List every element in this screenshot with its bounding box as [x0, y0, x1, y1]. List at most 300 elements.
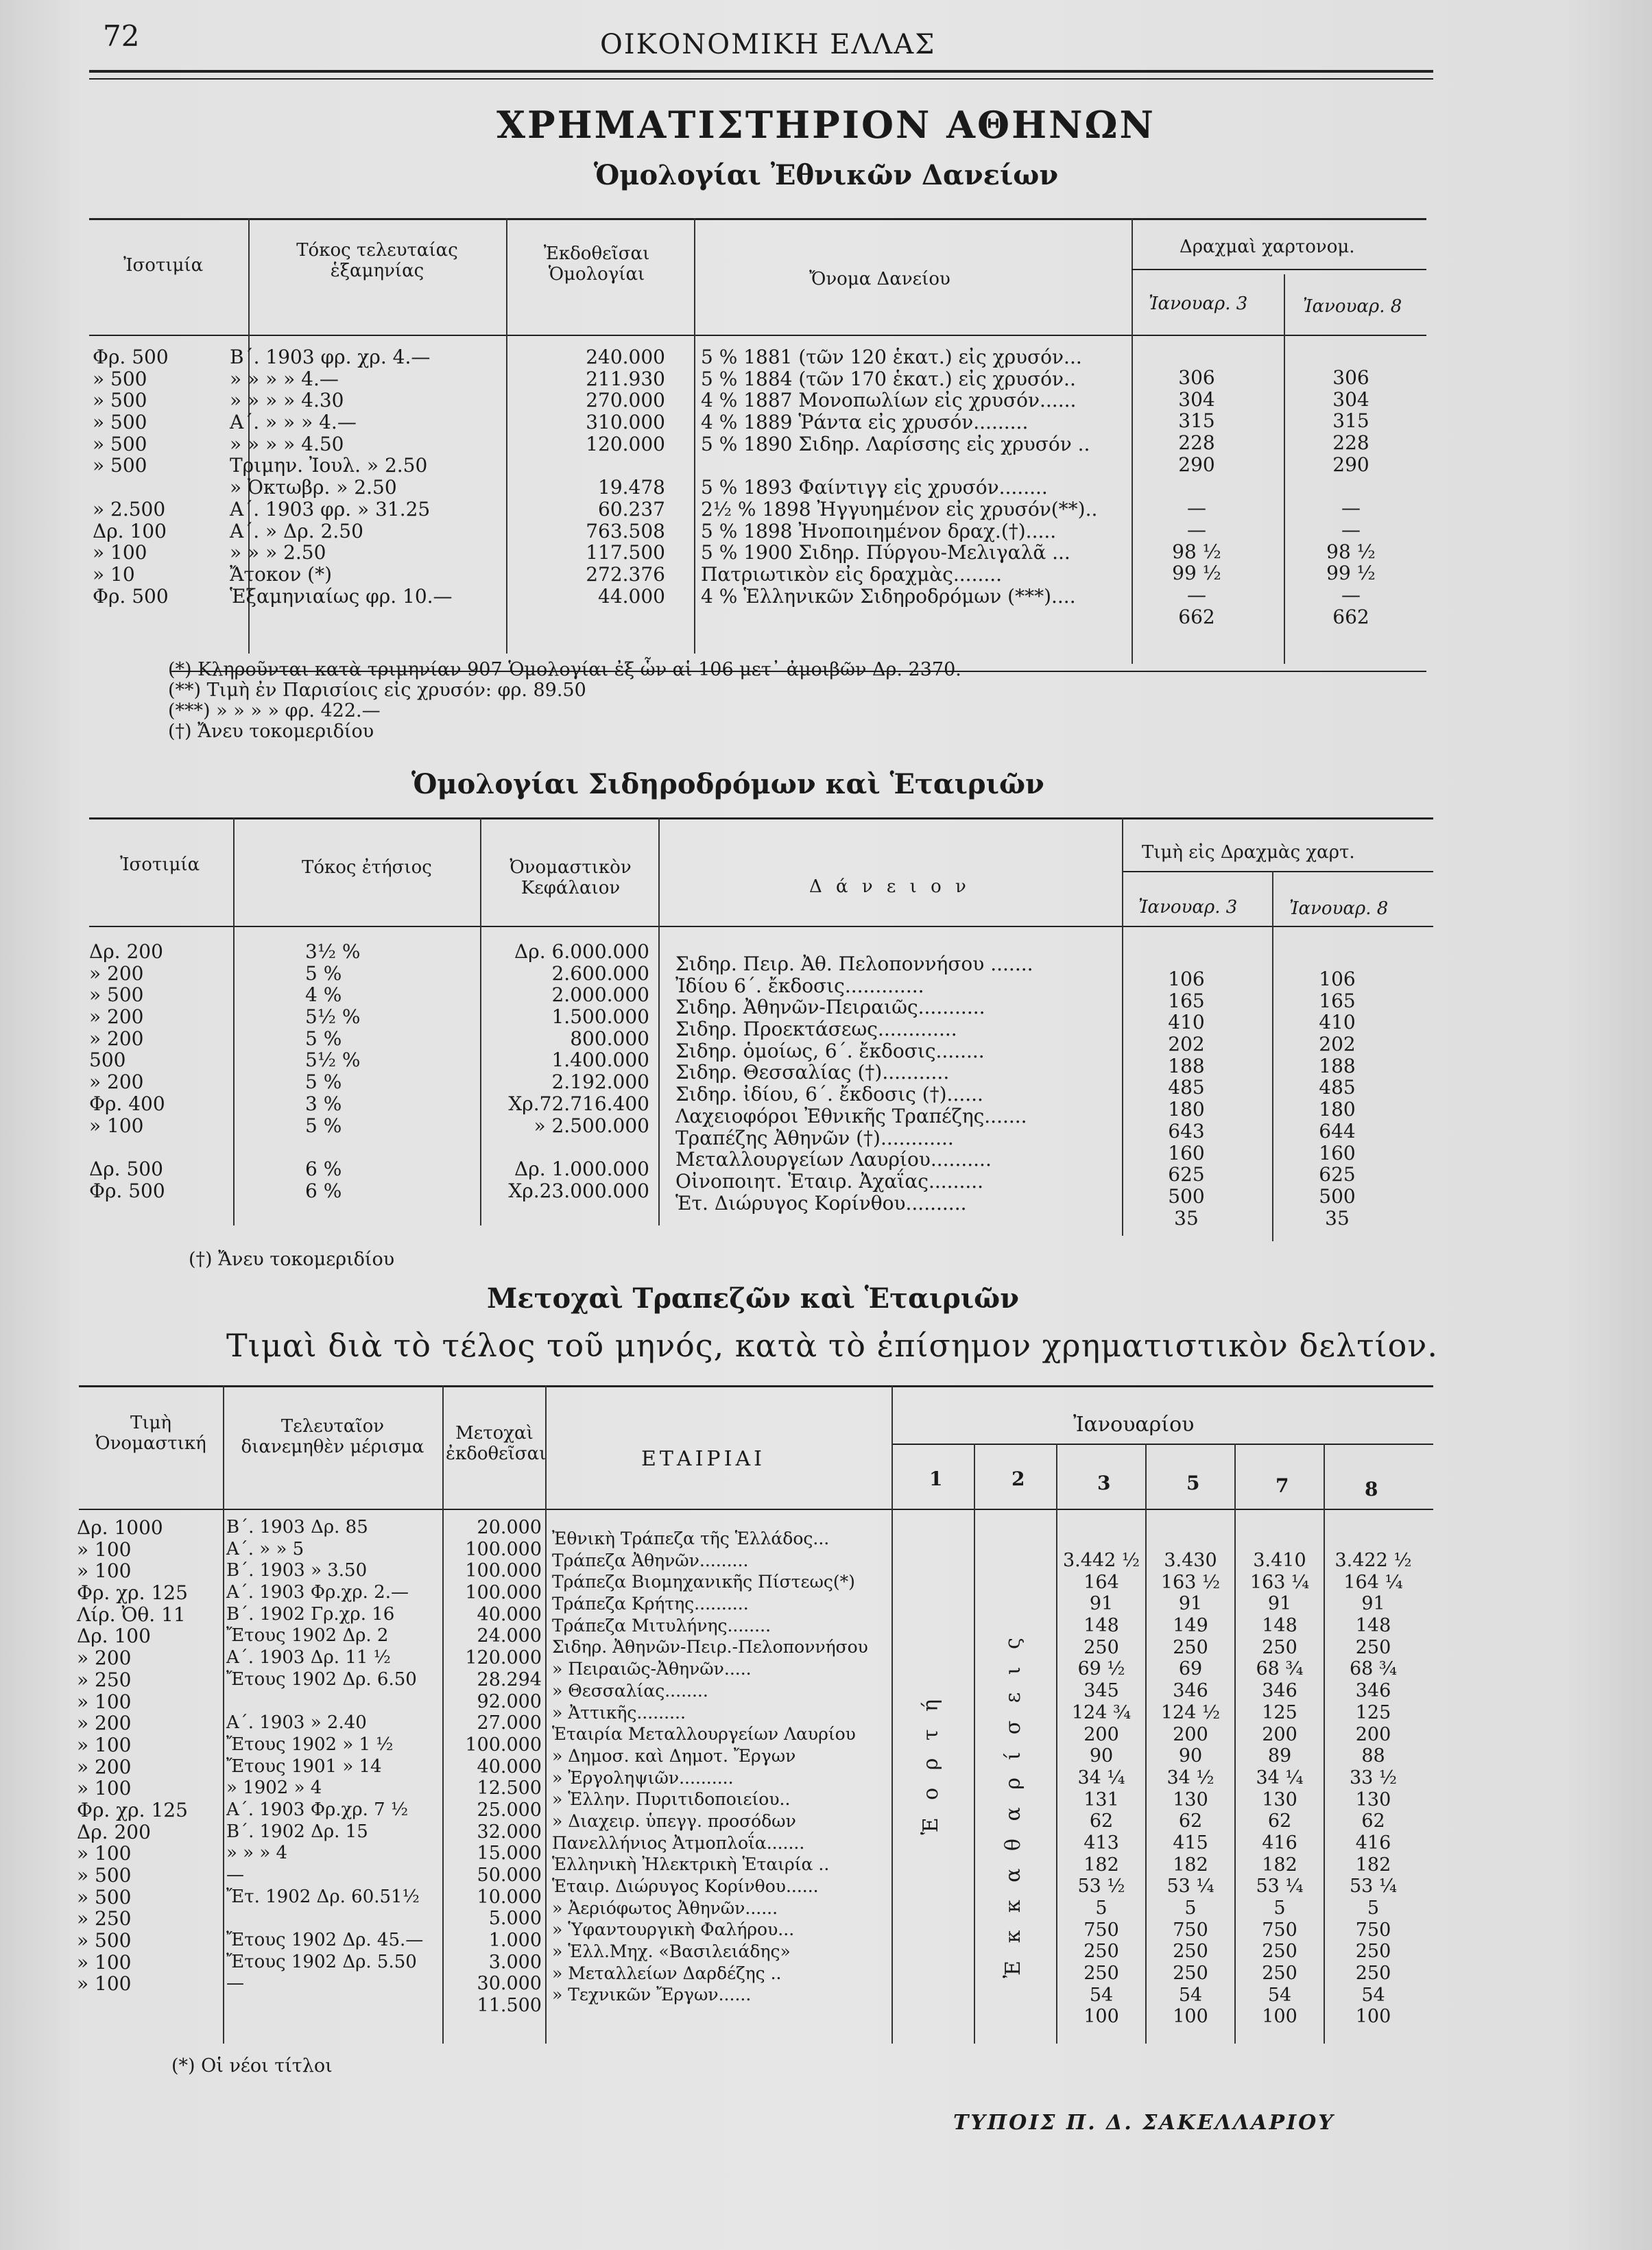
s3-top-rule [79, 1385, 1433, 1387]
running-title: ΟΙΚΟΝΟΜΙΚΗ ΕΛΛΑΣ [600, 29, 936, 60]
s3-d3-col [1060, 1550, 1143, 2028]
s1-h-onoma: Ὄνομα Δανείου [809, 269, 950, 289]
table-cell-metochai: 5.000 [488, 1908, 542, 1930]
section1-title: Ὁμολογίαι Ἐθνικῶν Δανείων [593, 159, 1059, 191]
table-cell-jan3: 306 [1178, 366, 1215, 389]
table-cell-day8: 5 [1367, 1898, 1380, 1919]
table-cell-timi: » 200 [77, 1712, 132, 1735]
table-cell-merisma: Ἔτους 1901 » 14 [226, 1756, 382, 1777]
table-cell-metochai: 3.000 [488, 1951, 542, 1973]
table-cell-merisma: Α΄. 1903 Φρ.χρ. 2.— [226, 1582, 409, 1603]
s1-jan3-col [1135, 367, 1258, 627]
table-cell-ekdotheisai: 240.000 [586, 346, 665, 368]
table-cell-merisma: » » » 4 [226, 1843, 288, 1864]
table-cell-timi: » 100 [77, 1842, 132, 1865]
table-cell-day8: 100 [1355, 2006, 1391, 2028]
table-cell-jan3: 99 ½ [1172, 562, 1221, 585]
table-cell-day3: 250 [1084, 1636, 1119, 1658]
s1-onoma-col [701, 346, 1126, 607]
table-cell-metochai: 20.000 [477, 1517, 542, 1538]
table-cell-tokos: 6 % [305, 1157, 342, 1180]
table-cell-isotimia: » 10 [93, 562, 135, 586]
s2-h-kefalaion-text: Ὀνομαστικὸν Κεφάλαιον [510, 857, 632, 898]
table-cell-jan8: 98 ½ [1326, 540, 1376, 563]
table-cell-tokos: 3 % [305, 1092, 342, 1115]
table-cell-etairia: » Ἐργοληψιῶν.......... [552, 1767, 734, 1788]
table-cell-etairia: Ἑταιρία Μεταλλουργείων Λαυρίου [552, 1724, 856, 1745]
section3-subtitle: Τιμαὶ διὰ τὸ τέλος τοῦ μηνός, κατὰ τὸ ἐπίσημον χρηματιστικὸν δελτίον. [226, 1327, 1438, 1364]
table-cell-jan8: — [1341, 518, 1361, 541]
table-cell-jan8: 188 [1319, 1054, 1356, 1077]
table-cell-tokos: Α΄. » Δρ. 2.50 [230, 519, 363, 542]
table-cell-day7: 89 [1267, 1745, 1292, 1767]
table-cell-jan3: 228 [1178, 431, 1215, 455]
table-cell-daneion: Σιδηρ. Προεκτάσεως............. [675, 1018, 957, 1041]
table-cell-isotimia: Φρ. 500 [93, 584, 169, 608]
table-cell-onoma: 5 % 1890 Σιδηρ. Λαρίσσης εἰς χρυσόν .. [701, 432, 1090, 455]
table-cell-etairia: Ἑλληνικὴ Ἠλεκτρικὴ Ἑταιρία .. [552, 1854, 830, 1875]
s3-vr9 [1324, 1444, 1325, 2044]
table-cell-day5: 62 [1178, 1810, 1203, 1832]
s1-h-tokos [261, 240, 494, 281]
s2-isotimia-col [89, 941, 226, 1223]
table-cell-day8: 68 ¾ [1349, 1658, 1398, 1680]
table-cell-merisma: — [226, 1973, 244, 1994]
table-cell-onoma: 5 % 1900 Σιδηρ. Πύργου-Μελιγαλᾶ ... [701, 541, 1070, 564]
s2-h-daneion: Δ ά ν ε ι ο ν [809, 876, 970, 897]
table-cell-etairia: Τράπεζα Μιτυλήνης........ [552, 1615, 771, 1636]
table-cell-ekdotheisai: 211.930 [586, 367, 665, 390]
s3-d7-col [1238, 1550, 1321, 2028]
table-cell-tokos: Ἄτοκον (*) [230, 562, 333, 586]
table-cell-kefalaion: 2.192.000 [551, 1070, 649, 1094]
s1-vr3 [694, 218, 695, 654]
s3-timi-col [77, 1517, 221, 1995]
table-cell-ekdotheisai: 19.478 [598, 476, 665, 499]
table-cell-day7: 68 ¾ [1256, 1658, 1304, 1680]
table-cell-merisma: — [226, 1865, 244, 1885]
s3-h-metochai [446, 1423, 547, 1464]
s3-h-merisma [237, 1416, 429, 1457]
header-rule-2 [89, 78, 1433, 80]
table-cell-isotimia: » 200 [89, 1005, 144, 1029]
table-cell-etairia: » Ἀεριόφωτος Ἀθηνῶν...... [552, 1898, 778, 1918]
s3-vr2 [442, 1385, 444, 2044]
table-cell-etairia: Τράπεζα Ἀθηνῶν......... [552, 1550, 749, 1570]
table-cell-merisma: Α΄. 1903 » 2.40 [226, 1712, 367, 1734]
table-cell-day5: 69 [1178, 1658, 1203, 1680]
table-cell-onoma: 2½ % 1898 Ἠγγυημένον εἰς χρυσόν(**).. [701, 497, 1098, 520]
table-cell-metochai: 32.000 [477, 1821, 542, 1843]
table-cell-day8: 164 ¼ [1343, 1571, 1403, 1593]
s1-h-jan3: Ἰανουαρ. 3 [1149, 294, 1248, 314]
s3-day-3: 3 [1097, 1472, 1111, 1494]
table-cell-metochai: 12.500 [477, 1778, 542, 1799]
table-cell-jan8: 202 [1319, 1033, 1356, 1056]
table-cell-merisma: Ἔτους 1902 Δρ. 5.50 [226, 1951, 417, 1972]
table-cell-day8: 91 [1361, 1593, 1385, 1615]
table-cell-onoma: 5 % 1898 Ἠνοποιημένον δραχ.(†)..... [701, 519, 1057, 542]
table-cell-isotimia: » 500 [93, 411, 147, 434]
s3-h-timi [86, 1413, 216, 1454]
s1-h-drachmai: Δραχμαὶ χαρτονομ. [1180, 237, 1355, 257]
table-cell-jan8: — [1341, 583, 1361, 606]
s1-vr2 [506, 218, 507, 654]
s2-h-jan3: Ἰανουαρ. 3 [1138, 897, 1238, 918]
table-cell-timi: » 500 [77, 1929, 132, 1952]
table-cell-jan8: 290 [1332, 453, 1369, 476]
table-cell-jan8: 500 [1319, 1184, 1356, 1208]
table-cell-jan3: 643 [1168, 1119, 1205, 1142]
table-cell-day5: 5 [1184, 1898, 1197, 1919]
table-cell-ekdotheisai: 44.000 [598, 584, 665, 608]
table-cell-metochai: 11.500 [477, 1995, 542, 2017]
table-cell-tokos: 5½ % [305, 1005, 361, 1029]
table-cell-kefalaion: Δρ. 6.000.000 [514, 940, 649, 963]
table-cell-daneion: Σιδηρ. Πειρ. Ἀθ. Πελοποννήσου ....... [675, 953, 1033, 975]
s3-d8-col [1327, 1550, 1420, 2028]
table-cell-day3: 90 [1089, 1745, 1114, 1767]
table-cell-timi: Δρ. 100 [77, 1625, 151, 1648]
table-cell-kefalaion: Χρ.23.000.000 [508, 1179, 649, 1202]
s2-note: (†) Ἄνευ τοκομεριδίου [189, 1249, 395, 1270]
table-cell-daneion: Σιδηρ. ὁμοίως, 6΄. ἔκδοσις........ [675, 1039, 985, 1062]
s1-h-tokos-text: Τόκος τελευταίας ἑξαμηνίας [296, 240, 458, 281]
table-cell-metochai: 100.000 [465, 1582, 542, 1604]
table-cell-jan8: 106 [1319, 968, 1356, 990]
table-cell-metochai: 24.000 [477, 1625, 542, 1647]
s3-etairiai-col [552, 1528, 888, 2006]
section3-title: Μετοχαὶ Τραπεζῶν καὶ Ἑταιριῶν [487, 1282, 1019, 1315]
s1-drach-rule [1132, 269, 1426, 270]
table-cell-etairia: Τράπεζα Κρήτης.......... [552, 1594, 749, 1614]
table-cell-merisma: Ἔτους 1902 » 1 ½ [226, 1734, 394, 1755]
table-cell-timi: » 250 [77, 1668, 132, 1691]
table-cell-isotimia: Φρ. 500 [89, 1179, 165, 1202]
table-cell-timi: » 100 [77, 1690, 132, 1713]
table-cell-daneion: Σιδηρ. ἰδίου, 6΄. ἔκδοσις (†)...... [675, 1083, 983, 1106]
table-cell-tokos: 5 % [305, 1070, 342, 1094]
table-cell-isotimia: Φρ. 400 [89, 1092, 165, 1115]
table-cell-day5: 124 ½ [1160, 1701, 1221, 1723]
table-cell-etairia: » Δημοσ. καὶ Δημοτ. Ἔργων [552, 1745, 796, 1766]
table-cell-metochai: 40.000 [477, 1756, 542, 1778]
table-cell-metochai: 100.000 [465, 1538, 542, 1560]
table-cell-day5: 149 [1173, 1615, 1208, 1637]
table-cell-day3: 750 [1084, 1919, 1119, 1941]
table-cell-merisma: Β΄. 1902 Γρ.χρ. 16 [226, 1603, 395, 1625]
s1-h-jan8: Ἰανουαρ. 8 [1303, 296, 1402, 317]
s2-vr2 [480, 817, 481, 1225]
s2-hdr-rule [89, 926, 1433, 927]
table-cell-day7: 3.410 [1253, 1550, 1306, 1571]
table-cell-tokos [305, 1201, 470, 1223]
table-cell-jan3: 410 [1168, 1011, 1205, 1034]
table-cell-day7: 62 [1267, 1810, 1292, 1832]
s2-vr3 [658, 817, 660, 1225]
s2-daneion-col [675, 953, 1114, 1236]
footnote-line: (***) » » » » φρ. 422.— [168, 700, 381, 721]
table-cell-jan8: 180 [1319, 1098, 1356, 1121]
table-cell-day5: 163 ½ [1160, 1571, 1221, 1593]
table-cell-onoma: Πατριωτικὸν εἰς δραχμὰς........ [701, 562, 1003, 586]
table-cell-daneion: Σιδηρ. Θεσσαλίας (†)........... [675, 1061, 950, 1084]
table-cell-timi: » 100 [77, 1777, 132, 1800]
table-cell-day7: 148 [1262, 1615, 1297, 1637]
footnote-line: (*) Κληροῦνται κατὰ τριμηνίαν 907 Ὁμολογίαι ἐξ ὧν αἱ 106 μετ᾽ ἀμοιβῶν Δρ. 2370. [168, 659, 961, 680]
table-cell-day5: 250 [1173, 1963, 1208, 1985]
table-cell-jan3 [1135, 475, 1258, 497]
table-cell-jan8: — [1341, 496, 1361, 520]
table-cell-etairia: Σιδηρ. Ἀθηνῶν-Πειρ.-Πελοποννήσου [552, 1637, 868, 1657]
table-cell-ekdotheisai: 270.000 [586, 389, 665, 412]
s3-h-timi-text: Τιμὴ Ὀνομαστική [95, 1413, 206, 1454]
table-cell-day8: 346 [1355, 1680, 1391, 1702]
table-cell-etairia: Ἑταιρ. Διώρυγος Κορίνθου...... [552, 1876, 819, 1896]
table-cell-tokos: » » » 2.50 [230, 541, 326, 564]
table-cell-jan8: 485 [1319, 1076, 1356, 1099]
table-cell-day8: 416 [1355, 1832, 1391, 1854]
table-cell-kefalaion: 1.400.000 [551, 1049, 649, 1072]
table-cell-jan3: 625 [1168, 1163, 1205, 1186]
table-cell-tokos [305, 1136, 470, 1158]
s1-ekdotheisai-col [528, 346, 665, 607]
s1-notes [168, 660, 961, 742]
table-cell-isotimia: Φρ. 500 [93, 346, 169, 368]
table-cell-day8: 250 [1355, 1963, 1391, 1985]
table-cell-isotimia: Δρ. 200 [89, 940, 163, 963]
table-cell-daneion: Λαχειοφόροι Ἐθνικῆς Τραπέζης....... [675, 1104, 1027, 1127]
table-cell-day8: 250 [1355, 1636, 1391, 1658]
table-cell-timi: » 200 [77, 1755, 132, 1778]
table-cell-day8: 130 [1355, 1788, 1391, 1810]
page-number: 72 [103, 19, 140, 53]
table-cell-jan8: 410 [1319, 1011, 1356, 1034]
table-cell-day3: 69 ½ [1077, 1658, 1125, 1680]
table-cell-jan3: — [1187, 496, 1206, 520]
table-cell-merisma: » 1902 » 4 [226, 1778, 322, 1799]
table-cell-tokos: » » » » 4.30 [230, 389, 344, 412]
table-cell-kefalaion [488, 1136, 649, 1158]
table-cell-day8: 182 [1355, 1854, 1391, 1876]
s3-vr1 [223, 1385, 224, 2044]
table-cell-metochai: 1.000 [488, 1930, 542, 1952]
header-rule [89, 70, 1433, 73]
table-cell-merisma: Β΄. 1903 Δρ. 85 [226, 1517, 368, 1537]
s1-top-rule [89, 218, 1426, 220]
table-cell-jan8: 662 [1332, 605, 1369, 628]
table-cell-day8: 33 ½ [1349, 1767, 1398, 1788]
table-cell-etairia: » Ἀττικῆς......... [552, 1702, 686, 1723]
table-cell-day5: 750 [1173, 1919, 1208, 1941]
s2-h-timi: Τιμὴ εἰς Δραχμὰς χαρτ. [1142, 842, 1355, 863]
s1-h-ekdotheisai [528, 243, 665, 285]
table-cell-day7: 416 [1262, 1832, 1297, 1854]
table-cell-daneion: Σιδηρ. Ἀθηνῶν-Πειραιῶς........... [675, 996, 985, 1019]
table-cell-tokos: 5 % [305, 961, 342, 985]
table-cell-day3: 91 [1089, 1593, 1114, 1615]
table-cell-merisma: Ἔτους 1902 Δρ. 2 [226, 1625, 389, 1647]
table-cell-day7: 250 [1262, 1963, 1297, 1985]
s3-h-etairiai: ΕΤΑΙΡΙΑΙ [641, 1447, 765, 1471]
table-cell-metochai: 30.000 [477, 1973, 542, 1995]
table-cell-ekdotheisai: 310.000 [586, 411, 665, 434]
table-cell-onoma: 5 % 1893 Φαίντιγγ εἰς χρυσόν........ [701, 476, 1048, 499]
s2-jan3-col [1132, 968, 1241, 1251]
table-cell-tokos: » » » » 4.— [230, 367, 339, 390]
table-cell-day5: 415 [1173, 1832, 1208, 1854]
main-title: ΧΡΗΜΑΤΙΣΤΗΡΙΟΝ ΑΘΗΝΩΝ [496, 103, 1156, 147]
table-cell-isotimia: » 500 [93, 367, 147, 390]
table-cell-onoma: 4 % 1889 Ῥάντα εἰς χρυσόν......... [701, 411, 1029, 434]
table-cell-day7: 750 [1262, 1919, 1297, 1941]
table-cell-timi: » 100 [77, 1559, 132, 1583]
table-cell-day3: 62 [1089, 1810, 1114, 1832]
table-cell-merisma: Ἔτ. 1902 Δρ. 60.51½ [226, 1886, 420, 1907]
table-cell-day8: 62 [1361, 1810, 1385, 1832]
table-cell-etairia: Τράπεζα Βιομηχανικῆς Πίστεως(*) [552, 1572, 855, 1592]
s2-tokos-col [305, 941, 470, 1223]
table-cell-day3: 5 [1095, 1898, 1108, 1919]
table-cell-isotimia: Δρ. 500 [89, 1157, 163, 1180]
table-cell-metochai: 27.000 [477, 1712, 542, 1734]
table-cell-day3: 53 ½ [1077, 1876, 1125, 1898]
table-cell-jan3: 160 [1168, 1141, 1205, 1164]
s3-h-ianouariou: Ἰανουαρίου [1073, 1413, 1195, 1437]
table-cell-etairia: » Θεσσαλίας........ [552, 1680, 708, 1701]
table-cell-jan8: 165 [1319, 989, 1356, 1012]
table-cell-day7: 182 [1262, 1854, 1297, 1876]
table-cell-day3: 54 [1089, 1984, 1114, 2006]
table-cell-jan3: 188 [1168, 1054, 1205, 1077]
table-cell-timi: » 500 [77, 1885, 132, 1908]
table-cell-day5: 91 [1178, 1593, 1203, 1615]
s2-kefalaion-col [488, 941, 649, 1223]
table-cell-tokos: 6 % [305, 1179, 342, 1202]
table-cell-isotimia [89, 1201, 226, 1223]
table-cell-jan3: — [1187, 583, 1206, 606]
table-cell-day3: 124 ¾ [1071, 1701, 1132, 1723]
table-cell-tokos: Β΄. 1903 φρ. χρ. 4.— [230, 346, 431, 368]
table-cell-timi: » 100 [77, 1950, 132, 1974]
table-cell-jan8: 99 ½ [1326, 562, 1376, 585]
s3-metochai-col [444, 1517, 542, 2017]
table-cell-day8: 54 [1361, 1984, 1385, 2006]
table-cell-day5: 100 [1173, 2006, 1208, 2028]
table-cell-day5: 54 [1178, 1984, 1203, 2006]
table-cell-tokos: 5 % [305, 1114, 342, 1137]
table-cell-day7: 200 [1262, 1723, 1297, 1745]
table-cell-jan8: 160 [1319, 1141, 1356, 1164]
table-cell-jan3: 315 [1178, 409, 1215, 433]
s1-vr5 [1284, 274, 1285, 664]
table-cell-day3: 182 [1084, 1854, 1119, 1876]
s3-vr7 [1145, 1444, 1147, 2044]
table-cell-timi: » 100 [77, 1733, 132, 1756]
s2-h-tokos: Τόκος ἐτήσιος [302, 857, 432, 878]
table-cell-ekdotheisai: 763.508 [586, 519, 665, 542]
table-cell-tokos: » Ὀκτωβρ. » 2.50 [230, 476, 397, 499]
s3-day-5: 5 [1186, 1472, 1200, 1494]
s3-vr4 [891, 1385, 893, 2044]
s3-vr3 [545, 1385, 547, 2044]
table-cell-day3: 200 [1084, 1723, 1119, 1745]
table-cell-day7: 54 [1267, 1984, 1292, 2006]
table-cell-jan3: 165 [1168, 989, 1205, 1012]
table-cell-day5: 3.430 [1164, 1550, 1217, 1571]
table-cell-onoma: 5 % 1884 (τῶν 170 ἑκατ.) εἰς χρυσόν.. [701, 367, 1076, 390]
s3-vr6 [1056, 1444, 1057, 2044]
table-cell-timi: » 200 [77, 1647, 132, 1670]
s3-ekkathariseis-vertical: Ἐ κ κ α θ α ρ ί σ ε ι ς [1001, 1632, 1025, 1978]
table-cell-jan3: 202 [1168, 1033, 1205, 1056]
table-cell-day8: 53 ¼ [1349, 1876, 1398, 1898]
table-cell-merisma [226, 1908, 440, 1930]
table-cell-day5: 130 [1173, 1788, 1208, 1810]
table-cell-day3: 413 [1084, 1832, 1119, 1854]
table-cell-day5: 53 ¼ [1166, 1876, 1214, 1898]
s3-note: (*) Οἱ νέοι τίτλοι [171, 2055, 333, 2077]
table-cell-jan3: 304 [1178, 387, 1215, 411]
s3-day-8: 8 [1365, 1478, 1378, 1500]
table-cell-timi: Δρ. 1000 [77, 1516, 163, 1539]
table-cell-merisma: Α΄. 1903 Δρ. 11 ½ [226, 1647, 391, 1668]
table-cell-day5: 90 [1178, 1745, 1203, 1767]
table-cell-etairia: » Ὑφαντουργικὴ Φαλήρου... [552, 1919, 795, 1940]
table-cell-kefalaion: 2.600.000 [551, 961, 649, 985]
table-cell-day5: 182 [1173, 1854, 1208, 1876]
s1-jan8-col [1289, 367, 1413, 627]
s3-h-merisma-text: Τελευταῖον διανεμηθὲν μέρισμα [241, 1416, 424, 1457]
table-cell-jan8: 644 [1319, 1119, 1356, 1142]
table-cell-isotimia: » 100 [93, 541, 147, 564]
table-cell-metochai: 28.294 [477, 1668, 542, 1690]
table-cell-isotimia: » 500 [93, 432, 147, 455]
table-cell-jan3: 106 [1168, 968, 1205, 990]
table-cell-day3: 345 [1084, 1680, 1119, 1702]
table-cell-day8: 148 [1355, 1615, 1391, 1637]
table-cell-daneion: Ἰδίου 6΄. ἔκδοσις............. [675, 974, 924, 997]
table-cell-day5: 250 [1173, 1941, 1208, 1963]
table-cell-kefalaion: 800.000 [570, 1027, 649, 1050]
section2-title: Ὁμολογίαι Σιδηροδρόμων καὶ Ἑταιριῶν [411, 768, 1044, 800]
table-cell-timi: Δρ. 200 [77, 1820, 151, 1843]
footnote-line: (†) Ἄνευ τοκομεριδίου [168, 721, 374, 742]
table-cell-etairia: » Πειραιῶς-Ἀθηνῶν..... [552, 1659, 752, 1679]
table-cell-metochai: 100.000 [465, 1734, 542, 1756]
table-cell-isotimia: » 200 [89, 1027, 144, 1050]
table-cell-day5: 346 [1173, 1680, 1208, 1702]
table-cell-day5: 250 [1173, 1636, 1208, 1658]
table-cell-etairia: Πανελλήνιος Ἀτμοπλοΐα....... [552, 1832, 805, 1853]
table-cell-jan8: 306 [1332, 366, 1369, 389]
footnote-line: (**) Τιμὴ ἐν Παρισίοις εἰς χρυσόν: φρ. 89.50 [168, 680, 586, 701]
printer-imprint: ΤΥΠΟΙΣ Π. Δ. ΣΑΚΕΛΛΑΡΙΟΥ [953, 2111, 1335, 2135]
table-cell-day5: 34 ½ [1166, 1767, 1214, 1788]
table-cell-day8: 88 [1361, 1745, 1385, 1767]
table-cell-ekdotheisai [528, 455, 665, 477]
s3-d5-col [1149, 1550, 1232, 2028]
table-cell-day8: 200 [1355, 1723, 1391, 1745]
table-cell-merisma: Β΄. 1902 Δρ. 15 [226, 1821, 368, 1842]
s1-h-ekdotheisai-text: Ἐκδοθεῖσαι Ὁμολογίαι [543, 243, 650, 285]
table-cell-etairia: » Διαχειρ. ὑπεγγ. προσόδων [552, 1810, 796, 1831]
table-cell-isotimia: 500 [89, 1049, 126, 1072]
table-cell-day7: 100 [1262, 2006, 1297, 2028]
table-cell-daneion: Τραπέζης Ἀθηνῶν (†)............ [675, 1126, 954, 1149]
table-cell-day8: 250 [1355, 1941, 1391, 1963]
table-cell-etairia: » Μεταλλείων Δαρδέζης .. [552, 1963, 782, 1983]
